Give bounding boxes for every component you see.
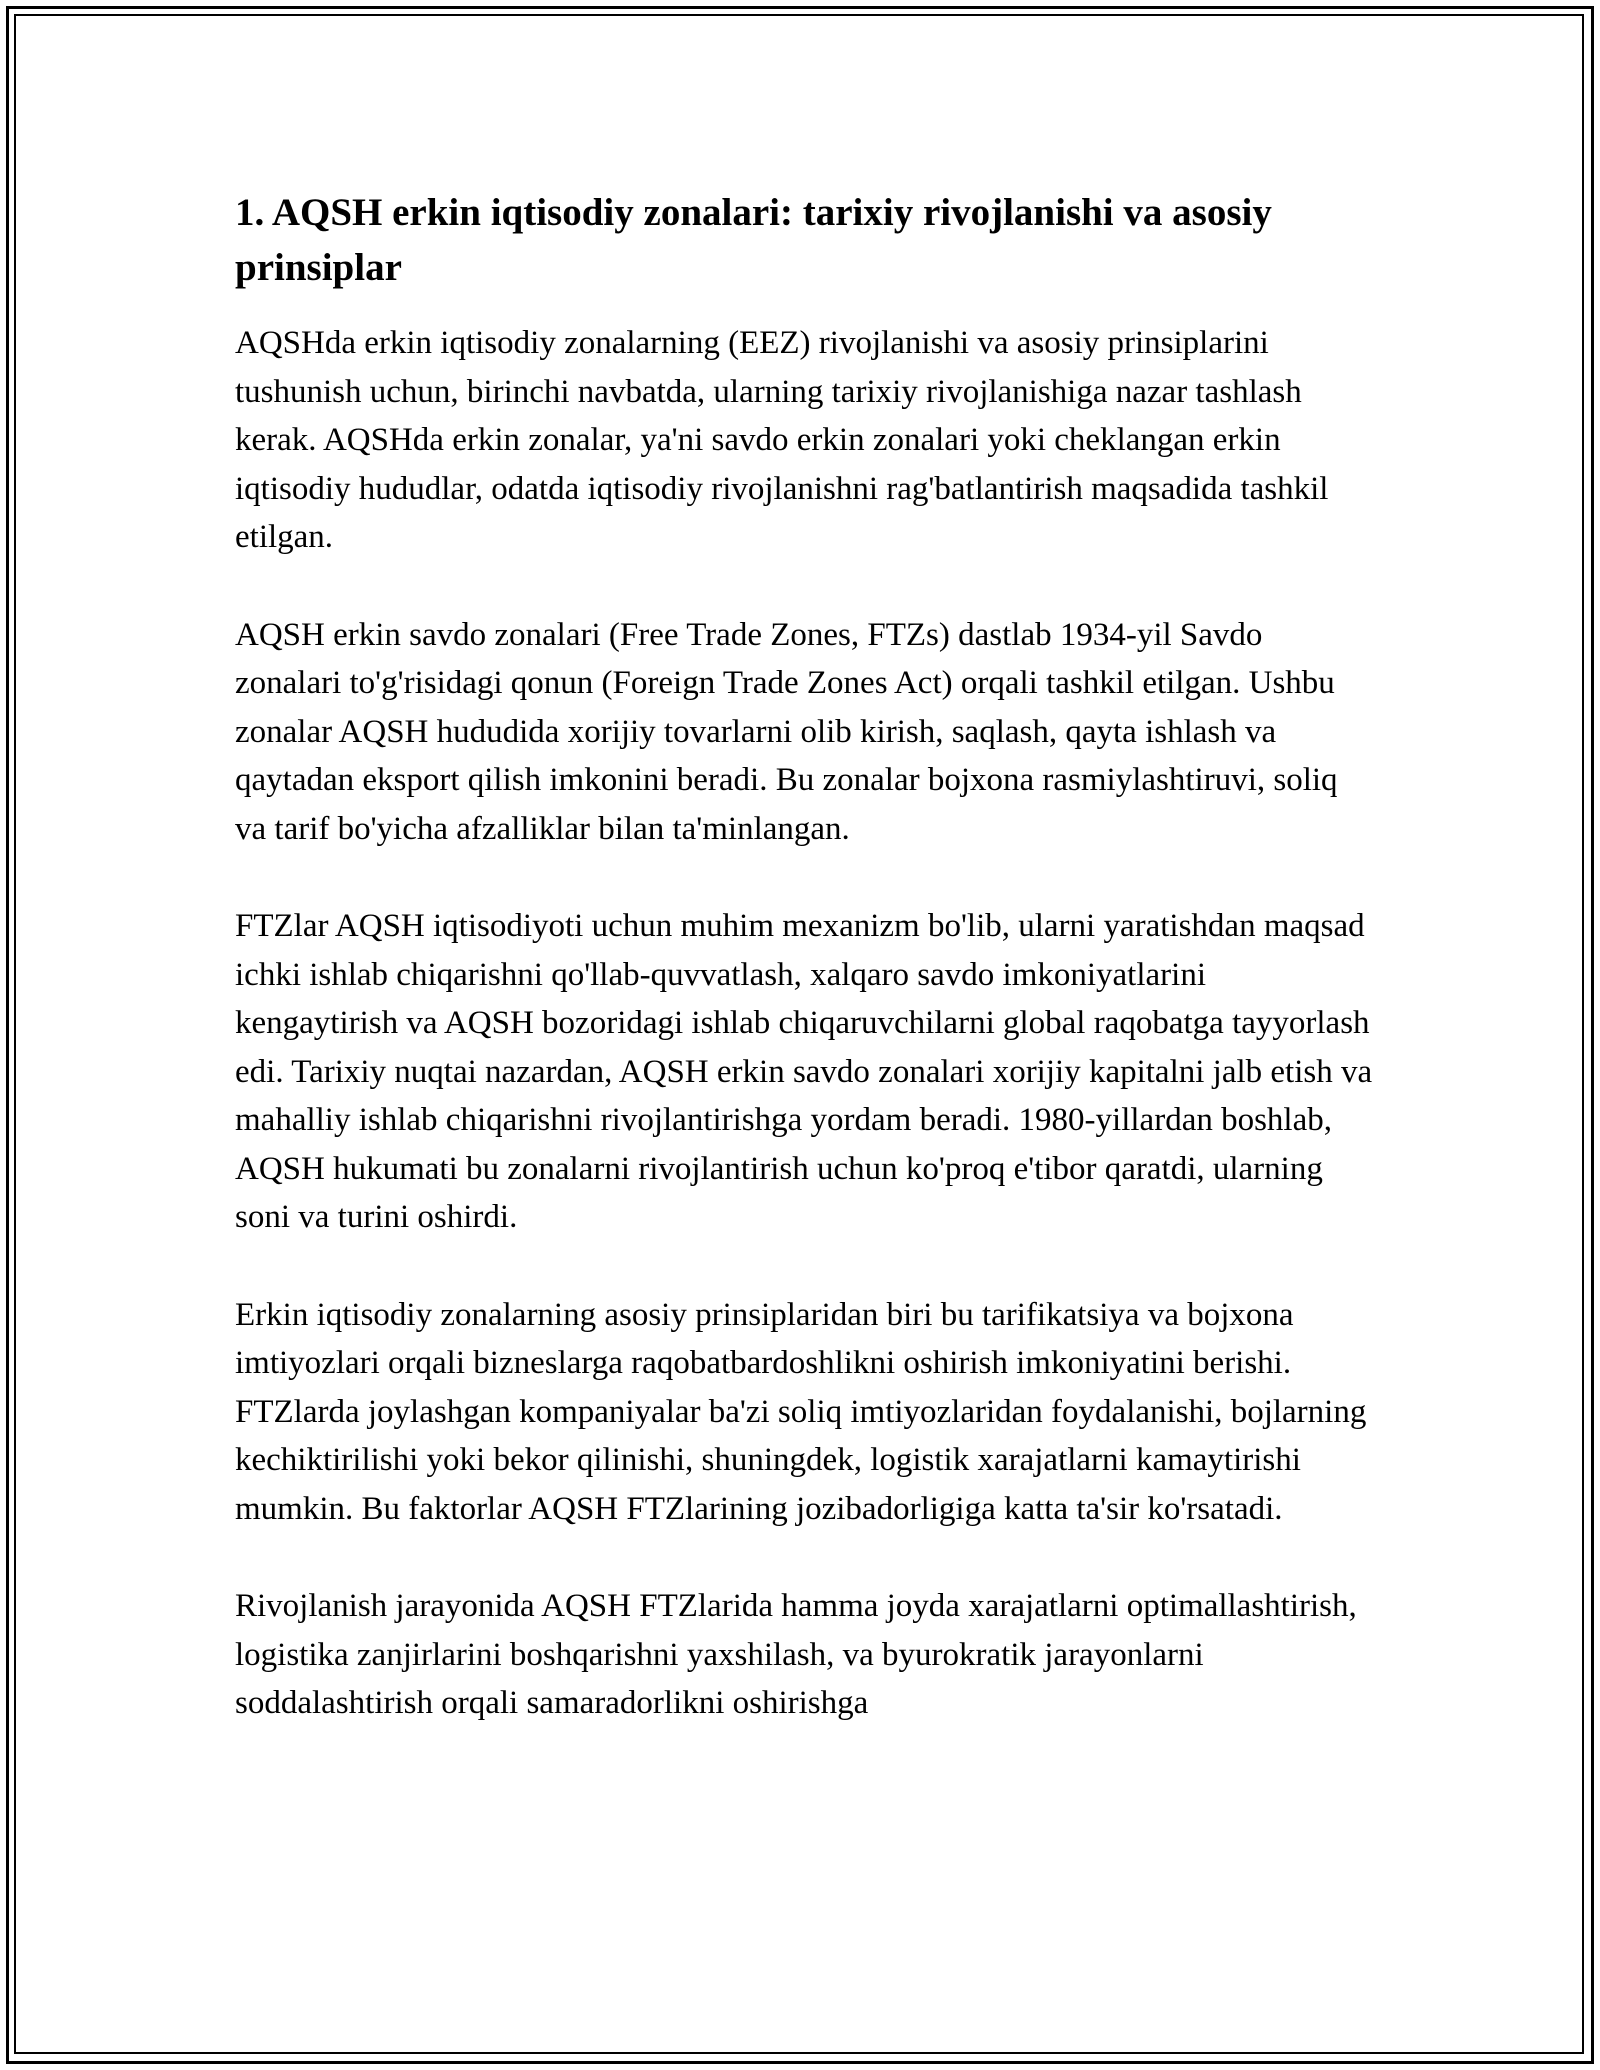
paragraph-1: AQSHda erkin iqtisodiy zonalarning (EEZ) rivojlanishi va asosiy prinsiplarini tushunish uchun, birinchi navbatda, ularning tarixiy rivojlanishiga nazar tashlash kerak. AQSHda erkin zonalar, ya'ni savdo erkin zonalari yoki cheklangan erkin iqtisodiy hududlar, odatda iqtisodiy rivojlanishni rag'batlantirish maqsadida tashkil etilgan.	[235, 325, 1329, 555]
section-heading: 1. AQSH erkin iqtisodiy zonalari: tarixiy rivojlanishi va asosiy prinsiplar	[235, 191, 1272, 289]
paragraph-5: Rivojlanish jarayonida AQSH FTZlarida hamma joyda xarajatlarni optimallashtirish, logistika zanjirlarini boshqarishni yaxshilash, va byurokratik jarayonlarni soddalashtirish orqali samaradorlikni oshirishga	[235, 1588, 1357, 1721]
document-page	[235, 185, 1375, 1777]
paragraph-4: Erkin iqtisodiy zonalarning asosiy prinsiplaridan biri bu tarifikatsiya va bojxona imtiyozlari orqali bizneslarga raqobatbardoshlikni oshirish imkoniyatini berishi. FTZlarda joylashgan kompaniyalar ba'zi soliq imtiyozlaridan foydalanishi, bojlarning kechiktirilishi yoki bekor qilinishi, shuningdek, logistik xarajatlarni kamaytirishi mumkin. Bu faktorlar AQSH FTZlarining jozibadorligiga katta ta'sir ko'rsatadi.	[235, 1296, 1367, 1527]
paragraph-2: AQSH erkin savdo zonalari (Free Trade Zones, FTZs) dastlab 1934-yil Savdo zonalari to'g'risidagi qonun (Foreign Trade Zones Act) orqali tashkil etilgan. Ushbu zonalar AQSH hududida xorijiy tovarlarni olib kirish, saqlash, qayta ishlash va qaytadan eksport qilish imkonini beradi. Bu zonalar bojxona rasmiylashtiruvi, soliq va tarif bo'yicha afzalliklar bilan ta'minlangan.	[235, 616, 1338, 847]
paragraph-3: FTZlar AQSH iqtisodiyoti uchun muhim mexanizm bo'lib, ularni yaratishdan maqsad ichki ishlab chiqarishni qo'llab-quvvatlash, xalqaro savdo imkoniyatlarini kengaytirish va AQSH bozoridagi ishlab chiqaruvchilarni global raqobatga tayyorlash edi. Tarixiy nuqtai nazardan, AQSH erkin savdo zonalari xorijiy kapitalni jalb etish va mahalliy ishlab chiqarishni rivojlantirishga yordam beradi. 1980-yillardan boshlab, AQSH hukumati bu zonalarni rivojlantirish uchun ko'proq e'tibor qaratdi, ularning soni va turini oshirdi.	[235, 908, 1373, 1235]
